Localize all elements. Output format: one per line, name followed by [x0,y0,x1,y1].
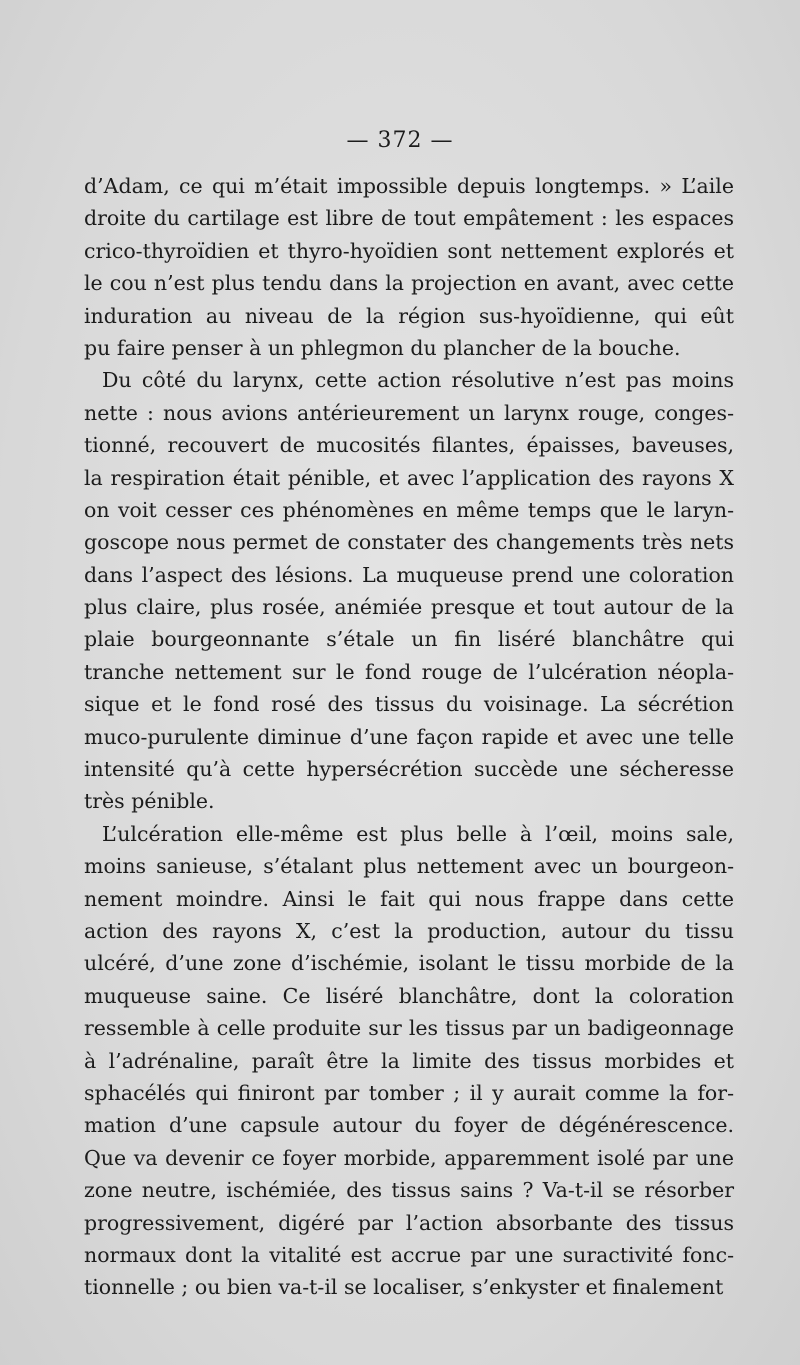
text-line: tionnelle ; ou bien va-t-il se localiser, s’enkyster et finalement [84,1275,724,1300]
paragraph [84,170,734,364]
text-line: nette : nous avions antérieurement un larynx rouge, conges- [84,400,734,425]
text-line: plaie bourgeonnante s’étale un fin liséré blanchâtre qui [84,627,734,652]
text-line: ressemble à celle produite sur les tissus par un badigeonnage [84,1016,734,1041]
text-line: nement moindre. Ainsi le fait qui nous frappe dans cette [84,886,734,911]
text-line: la respiration était pénible, et avec l’application des rayons X [84,465,734,490]
text-line: droite du cartilage est libre de tout empâtement : les espaces [84,206,734,231]
paragraph [84,364,734,817]
text-line: zone neutre, ischémiée, des tissus sains ? Va-t-il se résorber [84,1178,734,1203]
body-text [84,170,734,1304]
text-line: sphacélés qui finiront par tomber ; il y aurait comme la for- [84,1080,734,1105]
text-line: le cou n’est plus tendu dans la projection en avant, avec cette [84,271,734,296]
text-line: progressivement, digéré par l’action absorbante des tissus [84,1210,734,1235]
text-line: très pénible. [84,789,215,814]
text-line: dans l’aspect des lésions. La muqueuse prend une coloration [84,562,734,587]
text-line: intensité qu’à cette hypersécrétion succède une sécheresse [84,757,734,782]
text-line: ulcéré, d’une zone d’ischémie, isolant le tissu morbide de la [84,951,734,976]
text-line: tranche nettement sur le fond rouge de l’ulcération néopla- [84,659,734,684]
paragraph [84,818,734,1304]
text-line: moins sanieuse, s’étalant plus nettement avec un bourgeon- [84,854,734,879]
text-line: mation d’une capsule autour du foyer de dégénérescence. [84,1113,734,1138]
text-line: à l’adrénaline, paraît être la limite des tissus morbides et [84,1048,734,1073]
text-line: L’ulcération elle-même est plus belle à l’œil, moins sale, [102,821,734,846]
text-line: goscope nous permet de constater des changements très nets [84,530,734,555]
text-line: crico-thyroïdien et thyro-hyoïdien sont nettement explorés et [84,238,734,263]
text-line: Que va devenir ce foyer morbide, apparemment isolé par une [84,1145,734,1170]
text-line: induration au niveau de la région sus-hyoïdienne, qui eût [84,303,734,328]
text-line: pu faire penser à un phlegmon du plancher de la bouche. [84,335,681,360]
text-line: muco-purulente diminue d’une façon rapide et avec une telle [84,724,734,749]
text-line: sique et le fond rosé des tissus du voisinage. La sécrétion [84,692,734,717]
text-line: on voit cesser ces phénomènes en même temps que le laryn- [84,497,734,522]
text-line: plus claire, plus rosée, anémiée presque et tout autour de la [84,595,734,620]
text-line: Du côté du larynx, cette action résolutive n’est pas moins [102,368,734,393]
text-line: d’Adam, ce qui m’était impossible depuis longtemps. » L’aile [84,174,734,198]
text-line: normaux dont la vitalité est accrue par une suractivité fonc- [84,1242,734,1267]
text-line: action des rayons X, c’est la production, autour du tissu [84,918,734,943]
text-line: muqueuse saine. Ce liséré blanchâtre, dont la coloration [84,983,734,1008]
page-number: — 372 — [346,128,454,153]
text-line: tionné, recouvert de mucosités filantes, épaisses, baveuses, [84,433,734,458]
